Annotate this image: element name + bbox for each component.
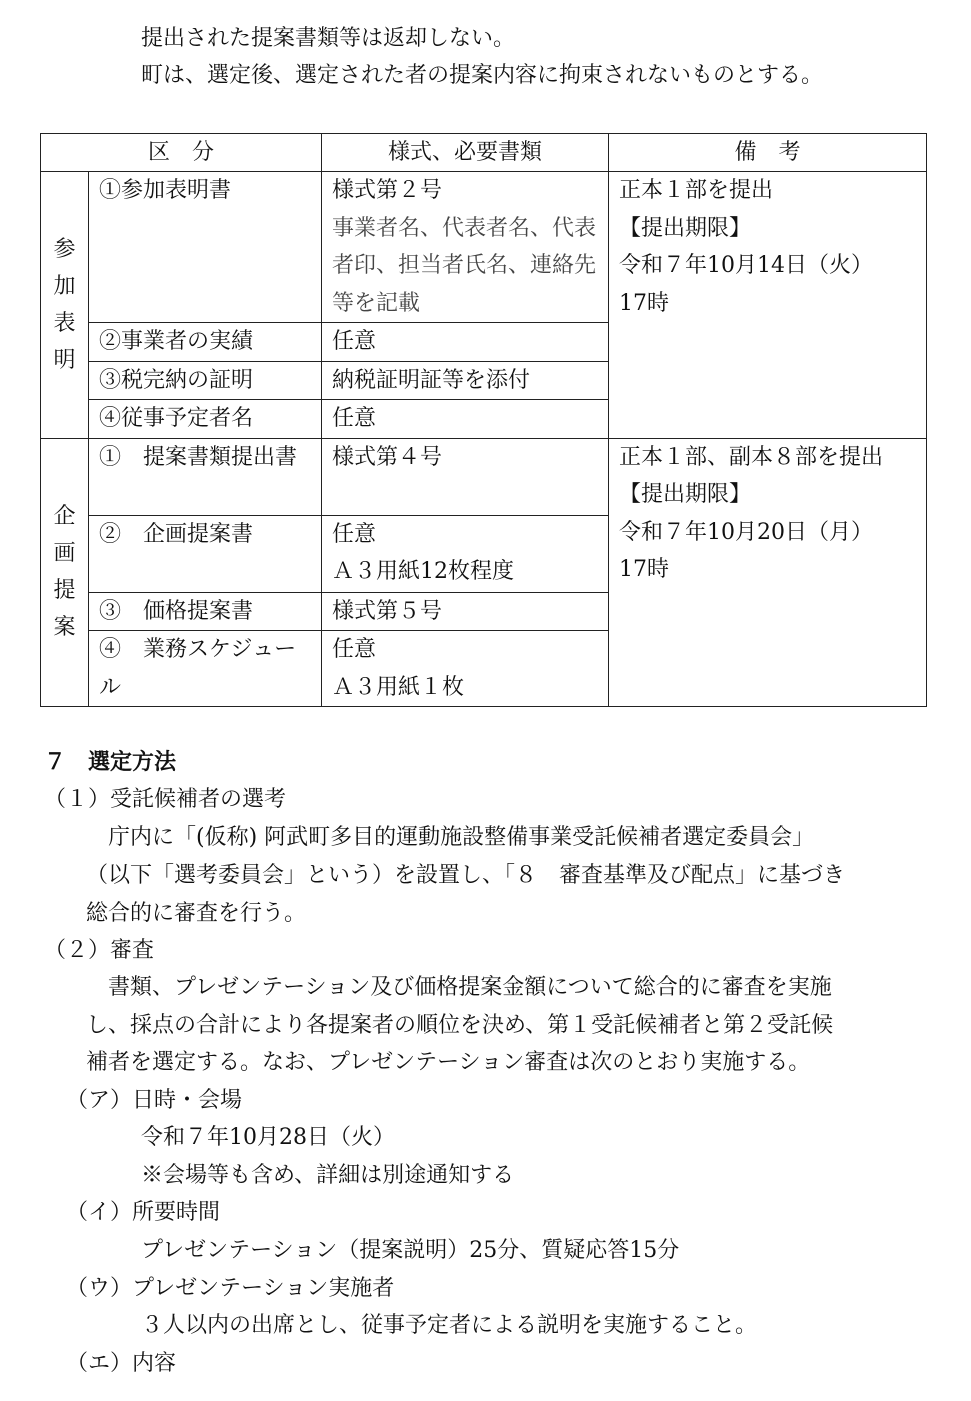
form-cell — [322, 172, 609, 323]
intro-line-1: 提出された提案書類等は返却しない。 — [141, 26, 516, 51]
form-name: 任意 — [332, 637, 377, 662]
item-cell: ④ 業務スケジュール — [89, 631, 322, 707]
header-remarks: 備 考 — [609, 134, 927, 172]
sub1-para-line-2: （以下「選考委員会」という）を設置し、「８ 審査基準及び配点」に基づき — [86, 863, 846, 888]
remarks-line: 令和７年10月14日（火） — [619, 253, 874, 278]
remarks-line: 【提出期限】 — [619, 215, 752, 241]
item-cell: ② 企画提案書 — [89, 515, 322, 592]
item-a-title: （ア）日時・会場 — [66, 1088, 243, 1113]
table-row — [41, 172, 927, 323]
header-forms: 様式、必要書類 — [322, 134, 609, 172]
item-a-line-1: 令和７年10月28日（火） — [141, 1125, 395, 1150]
form-note: Ａ３用紙12枚程度 — [332, 559, 515, 584]
sub2-title: （２）審査 — [44, 938, 155, 963]
sub2-para-line-3: 補者を選定する。なお、プレゼンテーション審査は次のとおり実施する。 — [86, 1050, 811, 1075]
item-i-line-1: プレゼンテーション（提案説明）25分、質疑応答15分 — [141, 1238, 680, 1263]
form-name: 様式第２号 — [332, 178, 443, 203]
remarks-line: 【提出期限】 — [619, 482, 752, 507]
group-label-participation: 参加表明 — [41, 172, 89, 439]
form-cell: 様式第５号 — [322, 592, 609, 631]
remarks-line: 令和７年10月20日（月） — [619, 519, 874, 545]
sub1-para-line-1: 庁内に「(仮称) 阿武町多目的運動施設整備事業受託候補者選定委員会」 — [108, 825, 815, 850]
item-a-line-2: ※会場等も含め、詳細は別途通知する — [141, 1163, 515, 1188]
form-cell: 任意 — [322, 400, 609, 439]
remarks-line: 17時 — [619, 557, 670, 582]
section-7-heading: ７ 選定方法 — [44, 749, 177, 775]
form-cell: 任意 — [322, 323, 609, 362]
item-cell: ③ 価格提案書 — [89, 592, 322, 631]
item-u-line-1: ３人以内の出席とし、従事予定者による説明を実施すること。 — [141, 1313, 758, 1338]
remarks-line: 正本１部、副本８部を提出 — [619, 444, 884, 470]
table-header-row — [41, 134, 927, 172]
form-cell — [322, 515, 609, 592]
header-category: 区 分 — [41, 134, 322, 172]
group-label-proposal: 企画提案 — [41, 438, 89, 707]
form-name: 任意 — [332, 521, 377, 547]
item-u-title: （ウ）プレゼンテーション実施者 — [66, 1276, 395, 1301]
sub1-title: （１）受託候補者の選考 — [44, 787, 287, 812]
remarks-line: 正本１部を提出 — [619, 178, 774, 203]
remarks-line: 17時 — [619, 290, 670, 316]
intro-line-2: 町は、選定後、選定された者の提案内容に拘束されないものとする。 — [141, 63, 824, 88]
item-cell: ②事業者の実績 — [89, 323, 322, 362]
form-cell: 様式第４号 — [322, 438, 609, 515]
form-cell: 納税証明証等を添付 — [322, 361, 609, 400]
remarks-participation — [609, 172, 927, 439]
form-cell — [322, 631, 609, 707]
item-cell: ③税完納の証明 — [89, 361, 322, 400]
remarks-proposal — [609, 438, 927, 707]
item-e-title: （エ）内容 — [66, 1351, 177, 1376]
form-note: Ａ３用紙１枚 — [332, 674, 465, 700]
item-cell: ④従事予定者名 — [89, 400, 322, 439]
requirements-table — [40, 133, 927, 707]
sub2-para-line-2: し、採点の合計により各提案者の順位を決め、第１受託候補者と第２受託候 — [86, 1013, 834, 1038]
sub2-para-line-1: 書類、プレゼンテーション及び価格提案金額について総合的に審査を実施 — [108, 975, 832, 1000]
sub1-para-line-3: 総合的に審査を行う。 — [86, 901, 307, 926]
table-row — [41, 438, 927, 515]
item-cell: ①参加表明書 — [89, 172, 322, 323]
form-note: 事業者名、代表者名、代表者印、担当者氏名、連絡先等を記載 — [332, 215, 597, 316]
item-i-title: （イ）所要時間 — [66, 1200, 221, 1225]
item-cell: ① 提案書類提出書 — [89, 438, 322, 515]
